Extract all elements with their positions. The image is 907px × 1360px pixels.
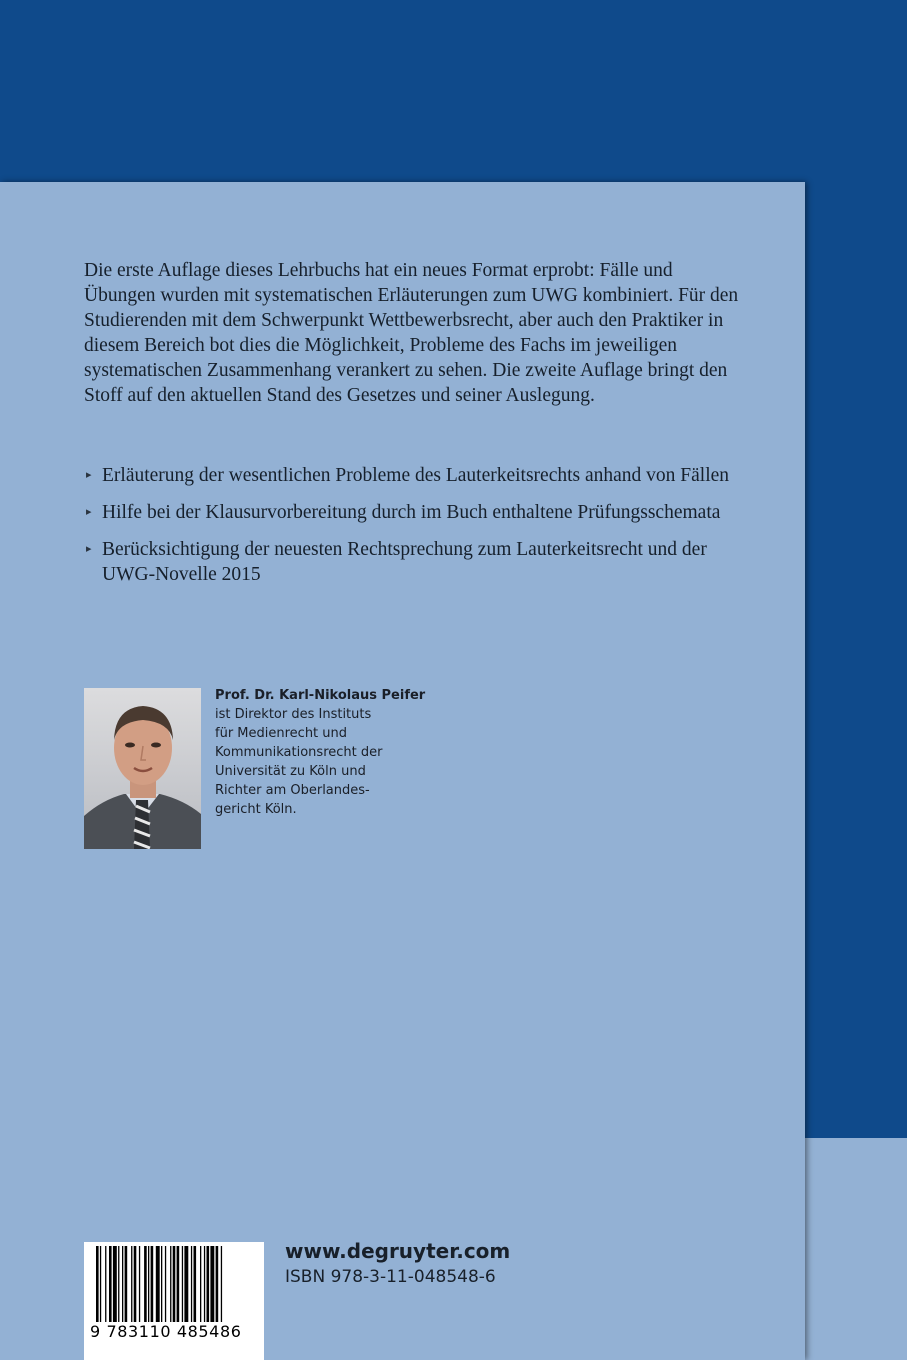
barcode-bar [204,1246,205,1322]
author-bio [215,686,445,819]
barcode-bar [96,1246,99,1322]
barcode-bar [122,1246,123,1322]
barcode-bars [96,1246,252,1322]
barcode-bar [105,1246,106,1322]
barcode-bar [210,1246,214,1322]
barcode-bar [131,1246,132,1322]
triangle-bullet-icon: ▸ [86,469,92,481]
feature-item [84,537,744,587]
feature-list [84,463,744,599]
barcode-bar [165,1246,166,1322]
right-light-band [805,1138,907,1360]
barcode-bar [221,1246,222,1322]
book-description: Die erste Auflage dieses Lehrbuchs hat ein neues Format erprobt: Fälle und Übungen wurden mit systematischen Erläuterungen zum UWG kombiniert. Für den Studierenden mit dem Schwerpunkt Wettbewerbsrecht, aber auch den Praktiker in diesem Bereich bot dies die Möglichkeit, Probleme des Fachs im jeweiligen systematischen Zusammenhang verankert zu sehen. Die zweite Auflage bringt den Stoff auf den aktuellen Stand des Gesetzes und seiner Auslegung. [84,260,739,406]
barcode-bar [177,1246,180,1322]
barcode-bar [161,1246,162,1322]
barcode-bar [170,1246,171,1322]
barcode-bar [134,1246,137,1322]
feature-text: Hilfe bei der Klausurvorbereitung durch im Buch enthaltene Prüfungsschemata [102,502,721,523]
barcode-bar [156,1246,160,1322]
feature-item [84,500,744,525]
barcode-bar [100,1246,101,1322]
barcode-digits: 9 783110 485486 [90,1322,242,1341]
barcode-bar [144,1246,147,1322]
bio-line: Kommunikationsrecht der [215,745,383,760]
isbn-number: ISBN 978-3-11-048548-6 [285,1267,496,1287]
barcode-bar [113,1246,117,1322]
triangle-bullet-icon: ▸ [86,506,92,518]
barcode-bar [216,1246,219,1322]
author-photo [84,688,201,849]
feature-text: Berücksichtigung der neuesten Rechtsprechung zum Lauterkeitsrecht und der UWG-Novelle 2015 [102,539,707,585]
bio-line: Universität zu Köln und [215,764,366,779]
barcode-bar [118,1246,119,1322]
barcode-bar [173,1246,176,1322]
barcode-bar [182,1246,183,1322]
barcode [84,1242,264,1360]
bio-line: gericht Köln. [215,802,297,817]
barcode-bar [139,1246,140,1322]
barcode-bar [194,1246,197,1322]
bio-line: ist Direktor des Instituts [215,707,372,722]
barcode-bar [148,1246,149,1322]
barcode-bar [151,1246,154,1322]
barcode-bar [125,1246,128,1322]
feature-item [84,463,744,488]
bio-line: Richter am Oberlandes- [215,783,370,798]
barcode-bar [184,1246,188,1322]
barcode-bar [191,1246,192,1322]
publisher-url[interactable]: www.degruyter.com [285,1239,511,1263]
barcode-bar [109,1246,112,1322]
bio-line: für Medienrecht und [215,726,348,741]
barcode-bar [207,1246,210,1322]
feature-text: Erläuterung der wesentlichen Probleme des Lauterkeitsrechts anhand von Fällen [102,465,730,486]
barcode-bar [200,1246,201,1322]
author-name: Prof. Dr. Karl-Nikolaus Peifer [215,688,426,703]
triangle-bullet-icon: ▸ [86,543,92,555]
